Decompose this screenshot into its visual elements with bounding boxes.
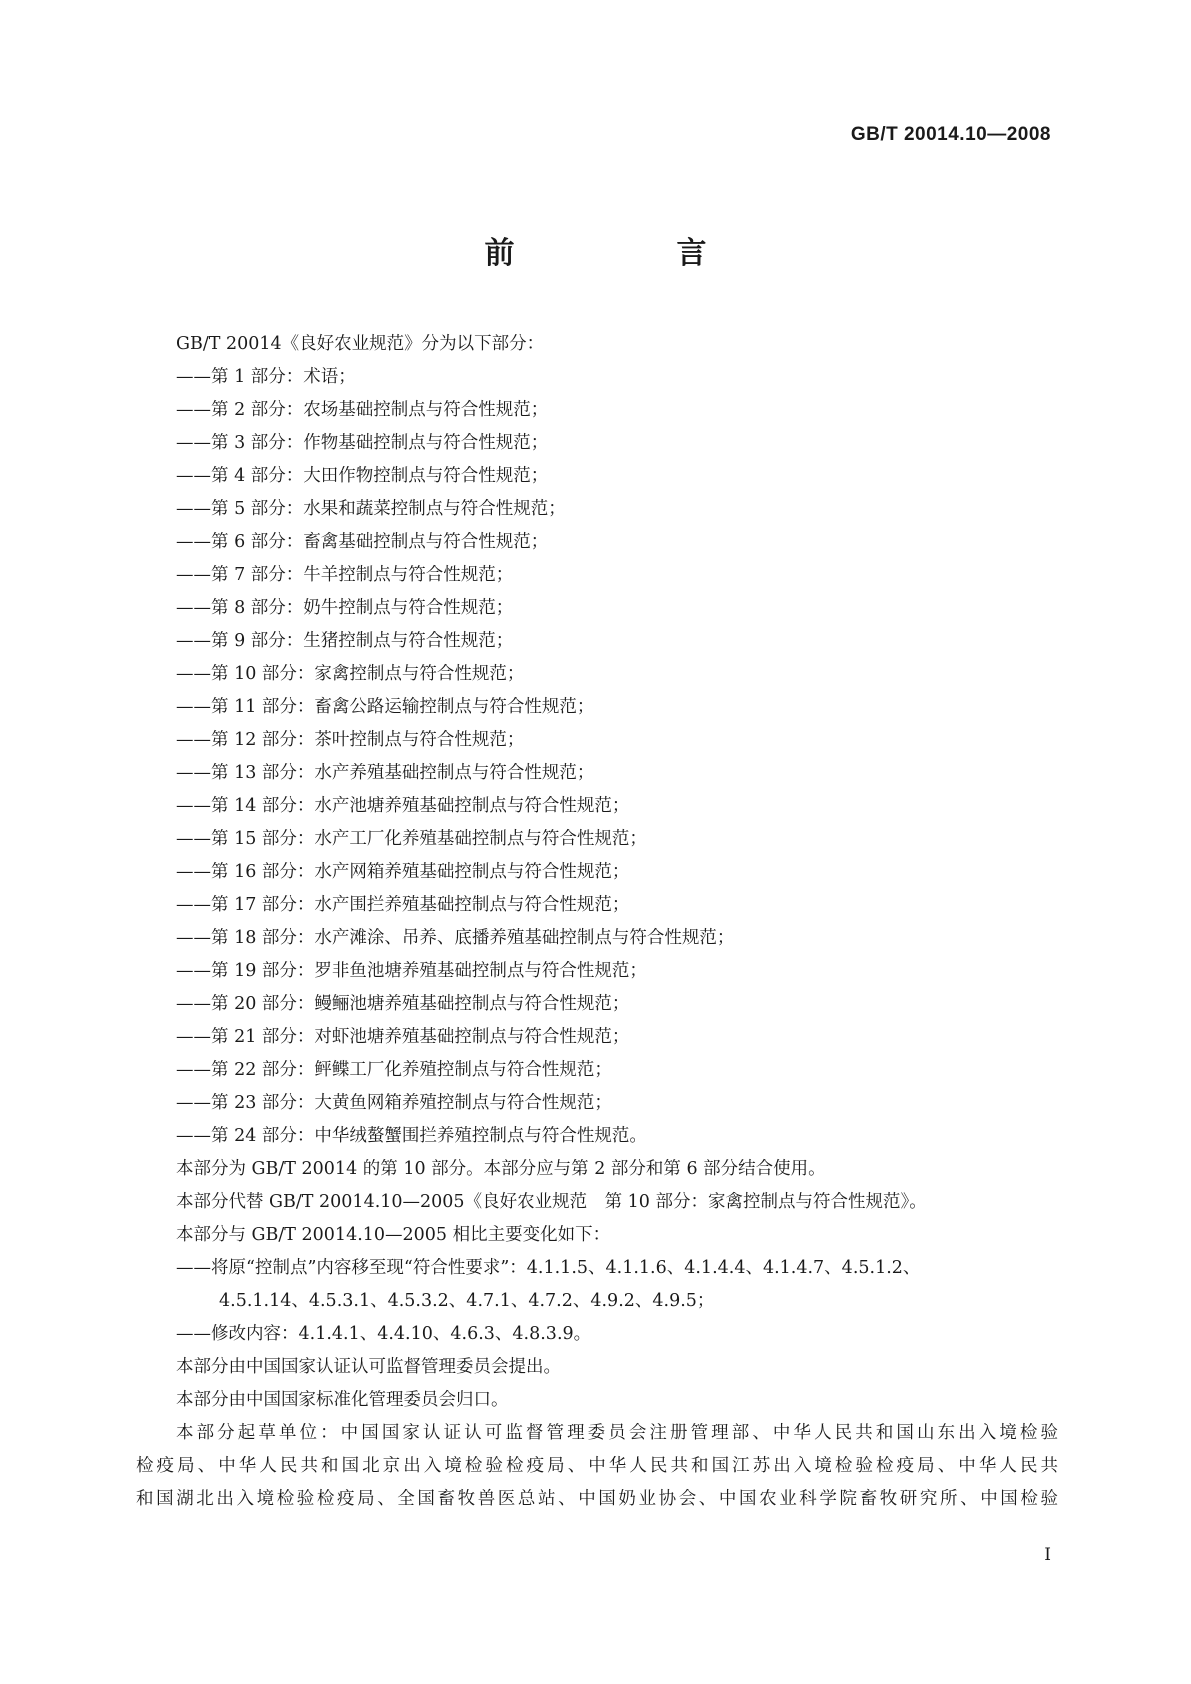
list-item-part-6: ——第 6 部分：畜禽基础控制点与符合性规范； <box>176 532 549 552</box>
list-item-part-22: ——第 22 部分：鲆鲽工厂化养殖控制点与符合性规范； <box>176 1060 612 1080</box>
foreword-body <box>136 328 1058 1516</box>
page-number: I <box>1044 1545 1051 1565</box>
list-item-part-21: ——第 21 部分：对虾池塘养殖基础控制点与符合性规范； <box>176 1027 630 1047</box>
list-item-part-17: ——第 17 部分：水产围拦养殖基础控制点与符合性规范； <box>176 895 630 915</box>
list-item-part-2: ——第 2 部分：农场基础控制点与符合性规范； <box>176 400 549 420</box>
drafting-line-3: 和国湖北出入境检验检疫局、全国畜牧兽医总站、中国奶业协会、中国农业科学院畜牧研究所、中国检验 <box>136 1489 1058 1509</box>
list-item-part-3: ——第 3 部分：作物基础控制点与符合性规范； <box>176 433 549 453</box>
list-item-part-1: ——第 1 部分：术语； <box>176 367 356 387</box>
list-item-part-7: ——第 7 部分：牛羊控制点与符合性规范； <box>176 565 514 585</box>
list-item-part-13: ——第 13 部分：水产养殖基础控制点与符合性规范； <box>176 763 595 783</box>
list-item-part-20: ——第 20 部分：鳗鲡池塘养殖基础控制点与符合性规范； <box>176 994 630 1014</box>
list-item-change-moved: ——将原“控制点”内容移至现“符合性要求”：4.1.1.5、4.1.1.6、4.1.4.4、4.1.4.7、4.5.1.2、 <box>176 1258 921 1278</box>
list-item-change-modified: ——修改内容：4.1.4.1、4.4.10、4.6.3、4.8.3.9。 <box>176 1324 592 1344</box>
list-item-part-10: ——第 10 部分：家禽控制点与符合性规范； <box>176 664 525 684</box>
drafting-line-2: 检疫局、中华人民共和国北京出入境检验检疫局、中华人民共和国江苏出入境检验检疫局、中华人民共 <box>136 1456 1058 1476</box>
list-item-part-8: ——第 8 部分：奶牛控制点与符合性规范； <box>176 598 514 618</box>
paragraph-centralized-by: 本部分由中国国家标准化管理委员会归口。 <box>176 1390 509 1410</box>
list-item-part-23: ——第 23 部分：大黄鱼网箱养殖控制点与符合性规范； <box>176 1093 612 1113</box>
list-item-part-12: ——第 12 部分：茶叶控制点与符合性规范； <box>176 730 525 750</box>
list-item-part-24: ——第 24 部分：中华绒螯蟹围拦养殖控制点与符合性规范。 <box>176 1126 647 1146</box>
list-item-part-11: ——第 11 部分：畜禽公路运输控制点与符合性规范； <box>176 697 595 717</box>
paragraph-part-scope: 本部分为 GB/T 20014 的第 10 部分。本部分应与第 2 部分和第 6 部分结合使用。 <box>176 1159 826 1179</box>
list-item-part-16: ——第 16 部分：水产网箱养殖基础控制点与符合性规范； <box>176 862 630 882</box>
list-item-part-15: ——第 15 部分：水产工厂化养殖基础控制点与符合性规范； <box>176 829 647 849</box>
list-item-part-14: ——第 14 部分：水产池塘养殖基础控制点与符合性规范； <box>176 796 630 816</box>
list-item-part-18: ——第 18 部分：水产滩涂、吊养、底播养殖基础控制点与符合性规范； <box>176 928 735 948</box>
list-item-part-5: ——第 5 部分：水果和蔬菜控制点与符合性规范； <box>176 499 566 519</box>
drafting-line-1: 本部分起草单位：中国国家认证认可监督管理委员会注册管理部、中华人民共和国山东出入境检验 <box>176 1423 1058 1443</box>
paragraph-replaces: 本部分代替 GB/T 20014.10—2005《良好农业规范 第 10 部分：家禽控制点与符合性规范》。 <box>176 1192 927 1212</box>
paragraph-intro: GB/T 20014《良好农业规范》分为以下部分： <box>176 334 545 354</box>
list-item-part-4: ——第 4 部分：大田作物控制点与符合性规范； <box>176 466 549 486</box>
paragraph-drafting-units <box>136 1417 1058 1516</box>
list-item-change-moved-continued: 4.5.1.14、4.5.3.1、4.5.3.2、4.7.1、4.7.2、4.9.2、4.9.5； <box>219 1291 715 1311</box>
standard-number: GB/T 20014.10—2008 <box>850 124 1051 145</box>
list-item-part-9: ——第 9 部分：生猪控制点与符合性规范； <box>176 631 514 651</box>
paragraph-changes-intro: 本部分与 GB/T 20014.10—2005 相比主要变化如下： <box>176 1225 611 1245</box>
list-item-part-19: ——第 19 部分：罗非鱼池塘养殖基础控制点与符合性规范； <box>176 961 647 981</box>
paragraph-proposed-by: 本部分由中国国家认证认可监督管理委员会提出。 <box>176 1357 561 1377</box>
page-title: 前 言 <box>484 236 741 271</box>
